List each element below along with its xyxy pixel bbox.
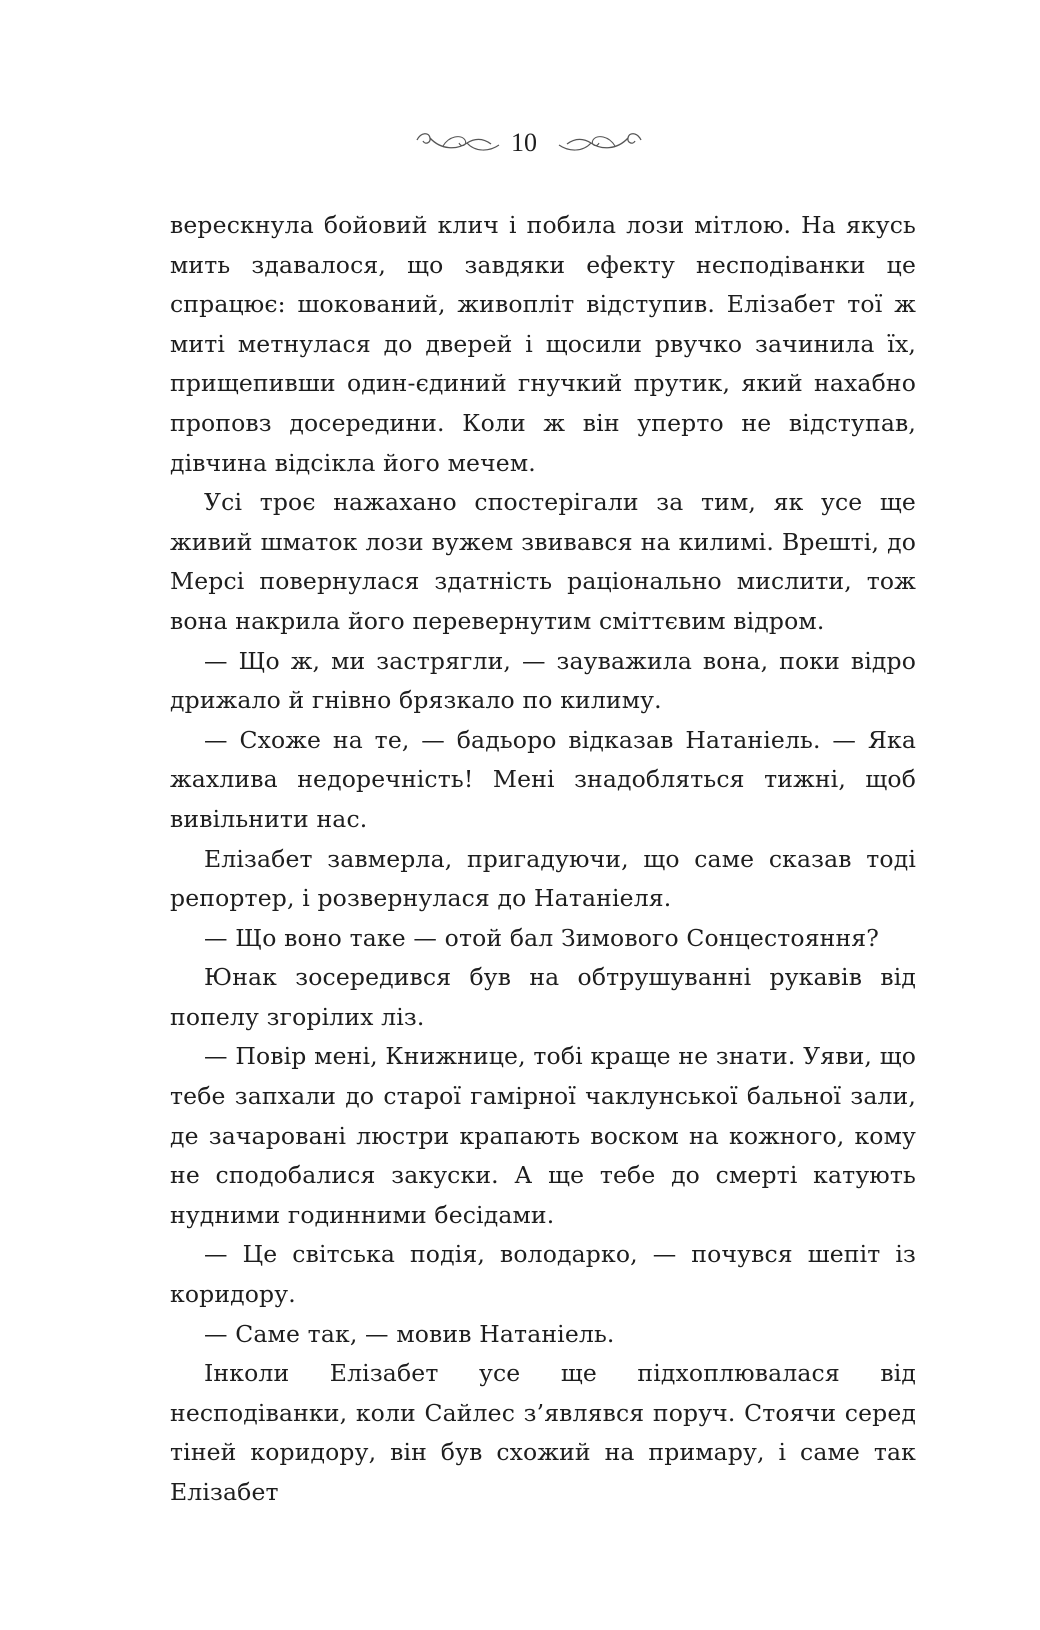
- paragraph: Усі троє нажахано спостерігали за тим, як усе ще живий шматок лози вужем звивався на килимі. Врешті, до Мерсі повернулася здатність раціонально мислити, тож вона накрила його перевернутим сміттєвим відром.: [170, 488, 916, 635]
- dialogue-paragraph: — Саме так, — мовив Натаніель.: [204, 1319, 615, 1348]
- paragraph: верескнула бойовий клич і побила лози мітлою. На якусь мить здавалося, що завдяки ефекту несподіванки це спрацює: шокований, живопліт відступив. Елізабет тої ж миті метнулася до дверей і щосили рвучко зачинила їх, прищепивши один-єдиний гнучкий прутик, який нахабно проповз досередини. Коли ж він уперто не відступав, дівчина відсікла його мечем.: [170, 211, 916, 477]
- page-number: 10: [511, 128, 537, 157]
- left-flourish-ornament: [413, 126, 505, 160]
- page-header: [0, 118, 1040, 168]
- paragraph: Елізабет завмерла, пригадуючи, що саме сказав тоді репортер, і розвернулася до Натаніеля.: [170, 844, 916, 913]
- dialogue-paragraph: — Це світська подія, володарко, — почувся шепіт із коридору.: [170, 1240, 916, 1309]
- right-flourish-ornament: [553, 126, 645, 160]
- paragraph: Юнак зосередився був на обтрушуванні рукавів від попелу згорілих ліз.: [170, 963, 916, 1031]
- dialogue-paragraph: — Що ж, ми застрягли, — зауважила вона, поки відро дрижало й гнівно брязкало по килиму.: [170, 646, 916, 715]
- dialogue-paragraph: — Що воно таке — отой бал Зимового Сонцестояння?: [204, 923, 880, 952]
- dialogue-paragraph: — Схоже на те, — бадьоро відказав Натаніель. — Яка жахлива недоречність! Мені знадобляться тижні, щоб вивільнити нас.: [170, 725, 916, 833]
- body-text: [170, 206, 916, 1513]
- paragraph: Інколи Елізабет усе ще підхоплювалася від несподіванки, коли Сайлес з’являвся поруч. Стоячи серед тіней коридору, він був схожий на примару, і саме так Елізабет: [170, 1359, 916, 1506]
- dialogue-paragraph: — Повір мені, Книжнице, тобі краще не знати. Уяви, що тебе запхали до старої гамірної чаклунської бальної зали, де зачаровані люстри крапають воском на кожного, кому не сподобалися закуски. А ще тебе до смерті катують нудними годинними бесідами.: [170, 1042, 916, 1229]
